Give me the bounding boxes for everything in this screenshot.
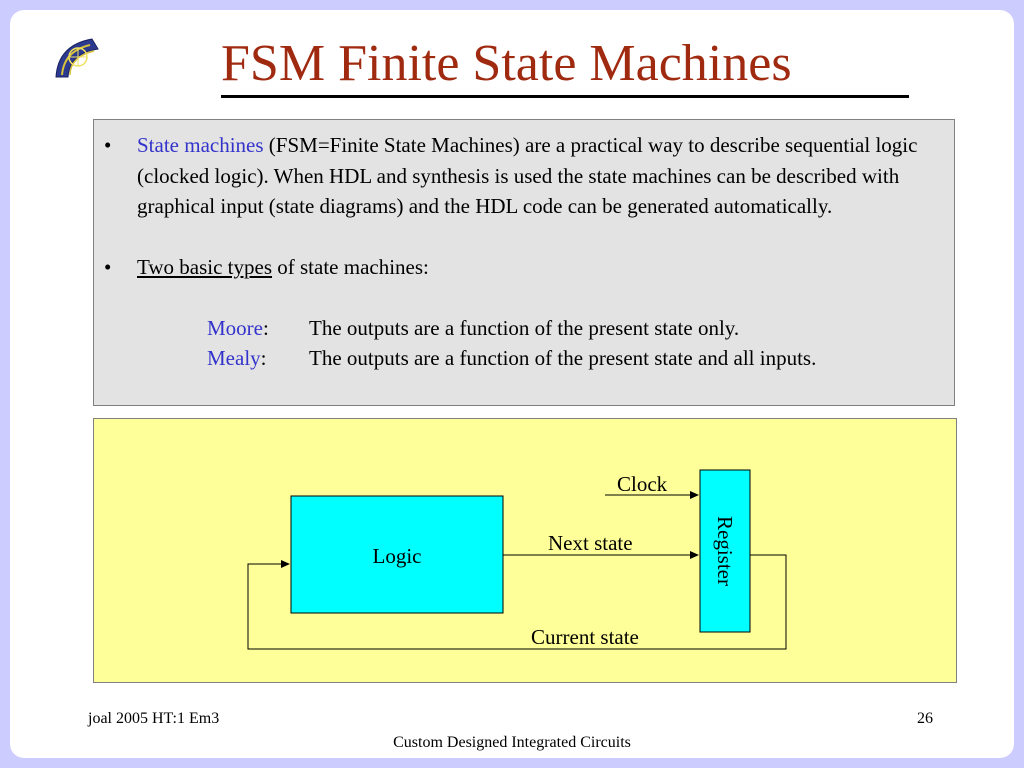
clock-label: Clock <box>617 472 668 496</box>
bullet-underlined: Two basic types <box>137 255 273 279</box>
content-box <box>93 119 955 406</box>
bullet-item <box>137 252 936 283</box>
footer-course: Custom Designed Integrated Circuits <box>393 734 631 751</box>
current-state-label: Current state <box>531 625 639 649</box>
definition-term: Mealy: <box>207 346 267 370</box>
definition-term: Moore: <box>207 316 269 340</box>
page-number: 26 <box>917 710 933 727</box>
next-state-label: Next state <box>548 531 633 555</box>
bullet-text: (FSM=Finite State Machines) are a practical way to describe sequential logic (clocked logic). When HDL and synthesis is used the state machines can be described with graphical input (state diagrams) and the HDL code can be generated automatically. <box>137 133 918 218</box>
slide-title: FSM Finite State Machines <box>221 35 792 92</box>
bullet-highlight: State machines <box>137 133 264 157</box>
footer-author: joal 2005 HT:1 Em3 <box>88 710 220 727</box>
bullet-text: of state machines: <box>272 255 429 279</box>
title-underline <box>221 95 909 98</box>
university-logo-icon <box>52 35 104 81</box>
logic-label: Logic <box>372 544 422 568</box>
register-label: Register <box>713 516 737 586</box>
bullet-marker: • <box>104 255 112 279</box>
bullet-marker: • <box>104 133 112 157</box>
definition-text: The outputs are a function of the present state only. <box>309 316 740 340</box>
fsm-block-diagram <box>93 418 957 683</box>
bullet-item <box>137 130 936 222</box>
definition-text: The outputs are a function of the present state and all inputs. <box>309 346 817 370</box>
